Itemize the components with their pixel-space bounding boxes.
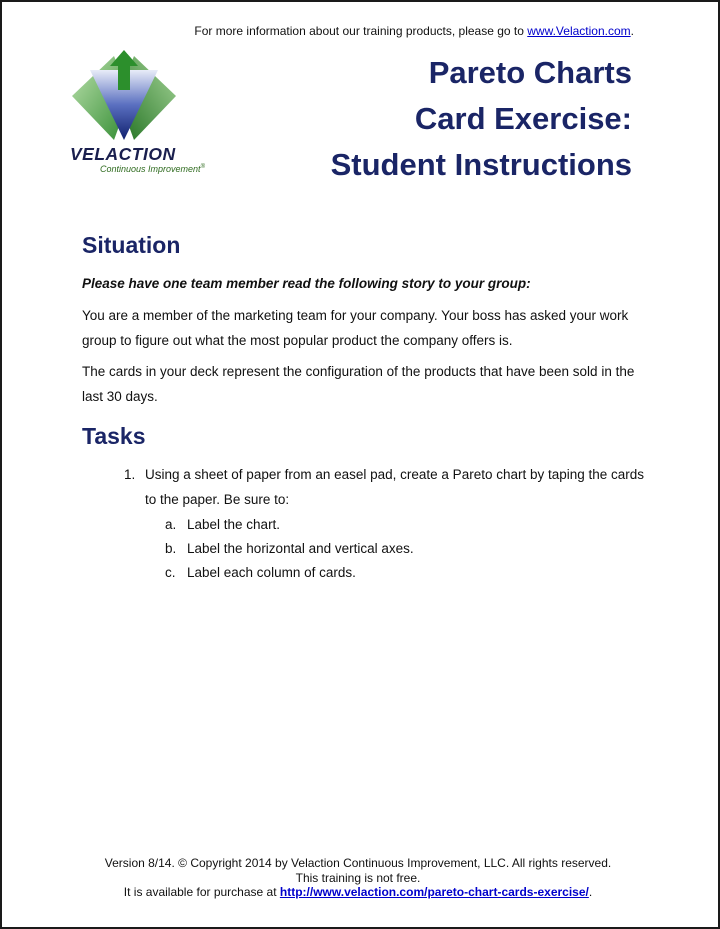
footer-purchase: It is available for purchase at http://www.velaction.com/pareto-chart-cards-exercise/.	[123, 885, 593, 899]
situation-paragraph-2: The cards in your deck represent the configuration of the products that have been sold in the last 30 days.	[82, 364, 635, 404]
subitem-text: Label the chart.	[187, 517, 281, 532]
situation-paragraph-1: You are a member of the marketing team for your company. Your boss has asked your work group to figure out what the most popular product the company offers is.	[82, 308, 629, 348]
subitem-text: Label each column of cards.	[187, 565, 356, 580]
title-line-1: Pareto Charts	[428, 55, 632, 90]
subitem-letter: a.	[165, 517, 177, 532]
subitem-text: Label the horizontal and vertical axes.	[187, 541, 414, 556]
purchase-link[interactable]: http://www.velaction.com/pareto-chart-cards-exercise/	[279, 885, 589, 899]
trademark-mark: ®	[200, 164, 205, 170]
velaction-link[interactable]: www.Velaction.com	[527, 24, 631, 38]
subitem-letter: b.	[165, 541, 177, 556]
header-info-suffix: .	[630, 24, 634, 38]
footer	[0, 856, 716, 900]
tasks-heading: Tasks	[82, 423, 146, 449]
page-title	[331, 50, 632, 188]
logo-wordmark: VELACTION	[70, 144, 176, 164]
subitem-letter: c.	[165, 565, 176, 580]
footer-copyright: Version 8/14. © Copyright 2014 by Velaction Continuous Improvement, LLC. All rights reserved.	[104, 856, 612, 870]
title-line-2: Card Exercise:	[414, 101, 632, 136]
situation-heading: Situation	[82, 232, 181, 258]
situation-intro: Please have one team member read the following story to your group:	[82, 276, 531, 291]
task-text: Using a sheet of paper from an easel pad, create a Pareto chart by taping the cards to the paper. Be sure to:	[145, 467, 645, 507]
footer-notice: This training is not free.	[295, 870, 421, 885]
header-info-text: For more information about our training products, please go to	[194, 24, 528, 38]
logo-tagline: Continuous Improvement®	[100, 164, 205, 174]
header-info	[194, 24, 634, 38]
task-number: 1.	[124, 467, 136, 482]
title-line-3: Student Instructions	[330, 147, 632, 182]
